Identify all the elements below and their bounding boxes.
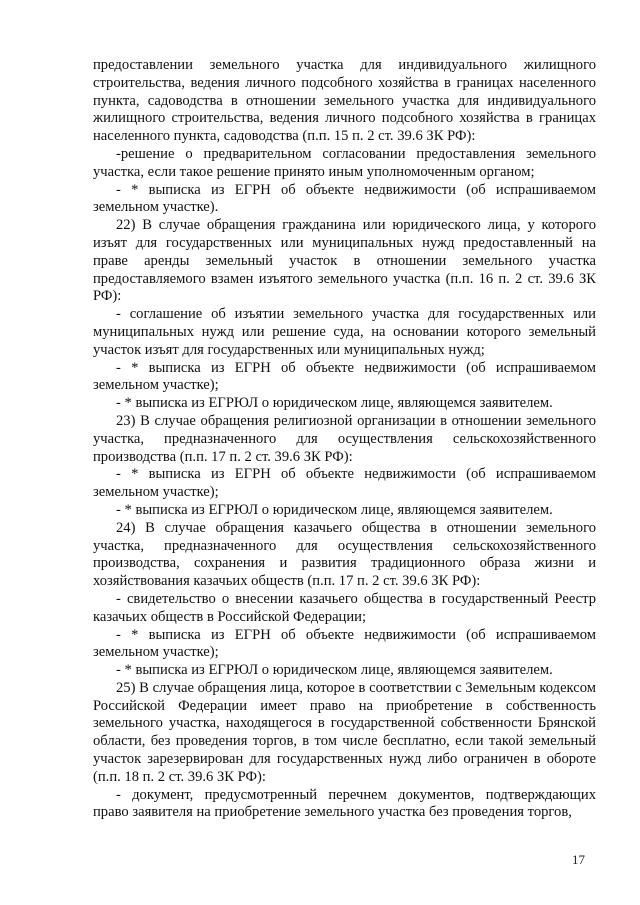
document-body	[93, 57, 596, 822]
paragraph-item-24: 24) В случае обращения казачьего общества в отношении земельного участка, предназначенного для осуществления сельскохозяйственного производства, сохранения и развития традиционного образа жизни и хозяйствования казачьих обществ (п.п. 17 п. 2 ст. 39.6 ЗК РФ):	[93, 519, 596, 590]
paragraph-cossack-certificate: - свидетельство о внесении казачьего общества в государственный Реестр казачьих обществ в Российской Федерации;	[93, 590, 596, 625]
paragraph-egrul-extract: - * выписка из ЕГРЮЛ о юридическом лице, являющемся заявителем.	[116, 501, 553, 518]
paragraph-egrul-extract: - * выписка из ЕГРЮЛ о юридическом лице, являющемся заявителем.	[116, 662, 553, 679]
paragraph-egrul-extract: - * выписка из ЕГРЮЛ о юридическом лице, являющемся заявителем.	[116, 395, 553, 412]
paragraph-preliminary-approval: -решение о предварительном согласовании предоставления земельного участка, если такое решение принято иным уполномоченным органом;	[93, 145, 596, 180]
paragraph-egrn-extract: - * выписка из ЕГРН об объекте недвижимости (об испрашиваемом земельном участке);	[93, 359, 596, 394]
paragraph-item-22: 22) В случае обращения гражданина или юридического лица, у которого изъят для государственных или муниципальных нужд предоставленный на праве аренды земельный участок в отношении земельного участка предоставляемого взамен изъятого земельного участка (п.п. 16 п. 2 ст. 39.6 ЗК РФ):	[93, 217, 596, 305]
paragraph-item-25: 25) В случае обращения лица, которое в соответствии с Земельным кодексом Российской Федерации имеет право на приобретение в собственность земельного участка, находящегося в государственной собственности Брянской области, без проведения торгов, в том числе бесплатно, если такой земельный участок зарезервирован для государственных нужд либо ограничен в обороте (п.п. 18 п. 2 ст. 39.6 ЗК РФ):	[93, 679, 596, 785]
paragraph-rights-document: - документ, предусмотренный перечнем документов, подтверждающих право заявителя на приобретение земельного участка без проведения торгов,	[93, 786, 596, 821]
paragraph-egrn-extract: - * выписка из ЕГРН об объекте недвижимости (об испрашиваемом земельном участке);	[93, 466, 596, 501]
page-number: 17	[572, 852, 585, 867]
paragraph-seizure-agreement: - соглашение об изъятии земельного участка для государственных или муниципальных нужд или решение суда, на основании которого земельный участок изъят для государственных или муниципальных нужд;	[93, 306, 596, 358]
paragraph-continuation: предоставлении земельного участка для индивидуального жилищного строительства, ведения личного подсобного хозяйства в границах населенного пункта, садоводства в отношении земельного участка для индивидуального жилищного строительства, ведения личного подсобного хозяйства в границах населенного пункта, садоводства (п.п. 15 п. 2 ст. 39.6 ЗК РФ):	[93, 57, 596, 145]
paragraph-egrn-extract: - * выписка из ЕГРН об объекте недвижимости (об испрашиваемом земельном участке).	[93, 181, 596, 216]
paragraph-egrn-extract: - * выписка из ЕГРН об объекте недвижимости (об испрашиваемом земельном участке);	[93, 626, 596, 661]
paragraph-item-23: 23) В случае обращения религиозной организации в отношении земельного участка, предназначенного для осуществления сельскохозяйственного производства (п.п. 17 п. 2 ст. 39.6 ЗК РФ):	[93, 412, 596, 465]
